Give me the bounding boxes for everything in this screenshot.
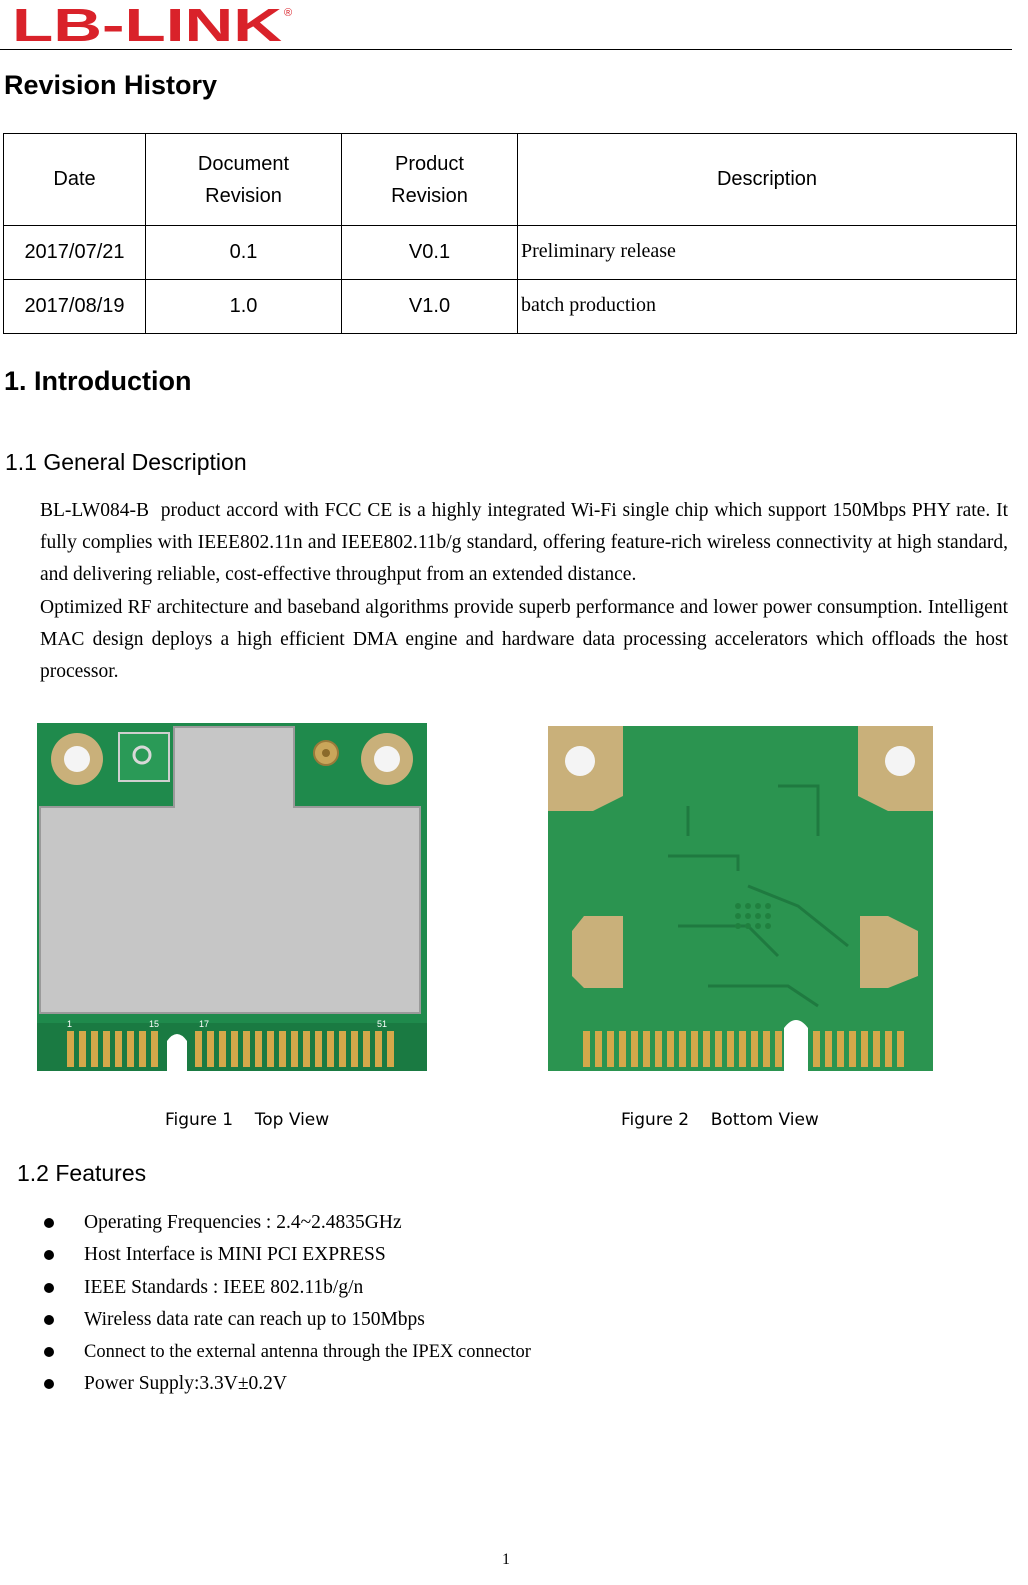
lb-link-logo xyxy=(10,2,300,46)
revision-history-title: Revision History xyxy=(4,70,218,100)
pin-label: 17 xyxy=(199,1019,210,1029)
table-cell-prod-rev: V1.0 xyxy=(342,280,518,334)
table-cell-date: 2017/08/19 xyxy=(4,280,146,334)
ipex-connector-pin xyxy=(322,749,330,757)
bottom-view-photo xyxy=(548,726,933,1071)
mounting-hole xyxy=(64,746,90,772)
pin-label: 1 xyxy=(67,1019,73,1029)
mounting-hole xyxy=(374,746,400,772)
table-row xyxy=(4,280,1017,334)
page-number: 1 xyxy=(502,1551,510,1568)
general-description-paragraph-2: Optimized RF architecture and baseband algorithms provide superb performance and lower power consumption. Intelligent MAC design deploys a high efficient DMA engine and hardware data processing accelerators which offloads the host processor. xyxy=(40,597,1008,683)
ground-pad xyxy=(572,916,623,988)
list-item: Wireless data rate can reach up to 150Mbps xyxy=(44,1304,531,1336)
table-cell-date: 2017/07/21 xyxy=(4,226,146,280)
table-header-cell: Product Revision xyxy=(342,134,518,226)
logo-registered-mark: ® xyxy=(284,7,293,19)
table-cell-doc-rev: 0.1 xyxy=(146,226,342,280)
figure-2-caption: Figure 2 Bottom View xyxy=(621,1110,819,1130)
top-view-photo xyxy=(37,723,427,1071)
table-row xyxy=(4,226,1017,280)
revision-table xyxy=(3,133,1017,334)
header-divider xyxy=(0,49,1012,50)
table-header-row xyxy=(4,134,1017,226)
introduction-title: 1. Introduction xyxy=(4,366,192,396)
mounting-hole xyxy=(565,746,595,776)
list-item: Operating Frequencies : 2.4~2.4835GHz xyxy=(44,1207,531,1239)
general-description-paragraph-1: BL-LW084-B product accord with FCC CE is a highly integrated Wi-Fi single chip which support 150Mbps PHY rate. It fully complies with IEEE802.11n and IEEE802.11b/g standard, offering feature-rich wireless connectivity at high standard, and delivering reliable, cost-effective throughput from an extended distance. xyxy=(40,500,1008,586)
ground-pad xyxy=(860,916,918,988)
figure-1-caption: Figure 1 Top View xyxy=(165,1110,330,1130)
board-key-notch xyxy=(784,1020,808,1071)
list-item: Connect to the external antenna through the IPEX connector xyxy=(44,1336,531,1368)
table-cell-doc-rev: 1.0 xyxy=(146,280,342,334)
logo-text: LB-LINK xyxy=(12,2,282,46)
general-description-title: 1.1 General Description xyxy=(5,449,247,475)
mounting-hole xyxy=(885,746,915,776)
list-item: IEEE Standards : IEEE 802.11b/g/n xyxy=(44,1272,531,1304)
table-cell-description: Preliminary release xyxy=(518,226,1017,280)
table-cell-prod-rev: V0.1 xyxy=(342,226,518,280)
pin-label: 51 xyxy=(377,1019,388,1029)
features-title: 1.2 Features xyxy=(17,1160,147,1186)
list-item: Power Supply:3.3V±0.2V xyxy=(44,1368,531,1400)
table-header-cell: Description xyxy=(518,134,1017,226)
pin-label: 15 xyxy=(149,1019,160,1029)
ipex-footprint xyxy=(119,733,169,781)
table-cell-description: batch production xyxy=(518,280,1017,334)
table-header-cell: Date xyxy=(4,134,146,226)
gold-fingers xyxy=(583,1031,904,1067)
list-item: Host Interface is MINI PCI EXPRESS xyxy=(44,1239,531,1271)
board-key-notch xyxy=(167,1034,187,1071)
table-header-cell: Document Revision xyxy=(146,134,342,226)
features-list xyxy=(44,1207,531,1401)
